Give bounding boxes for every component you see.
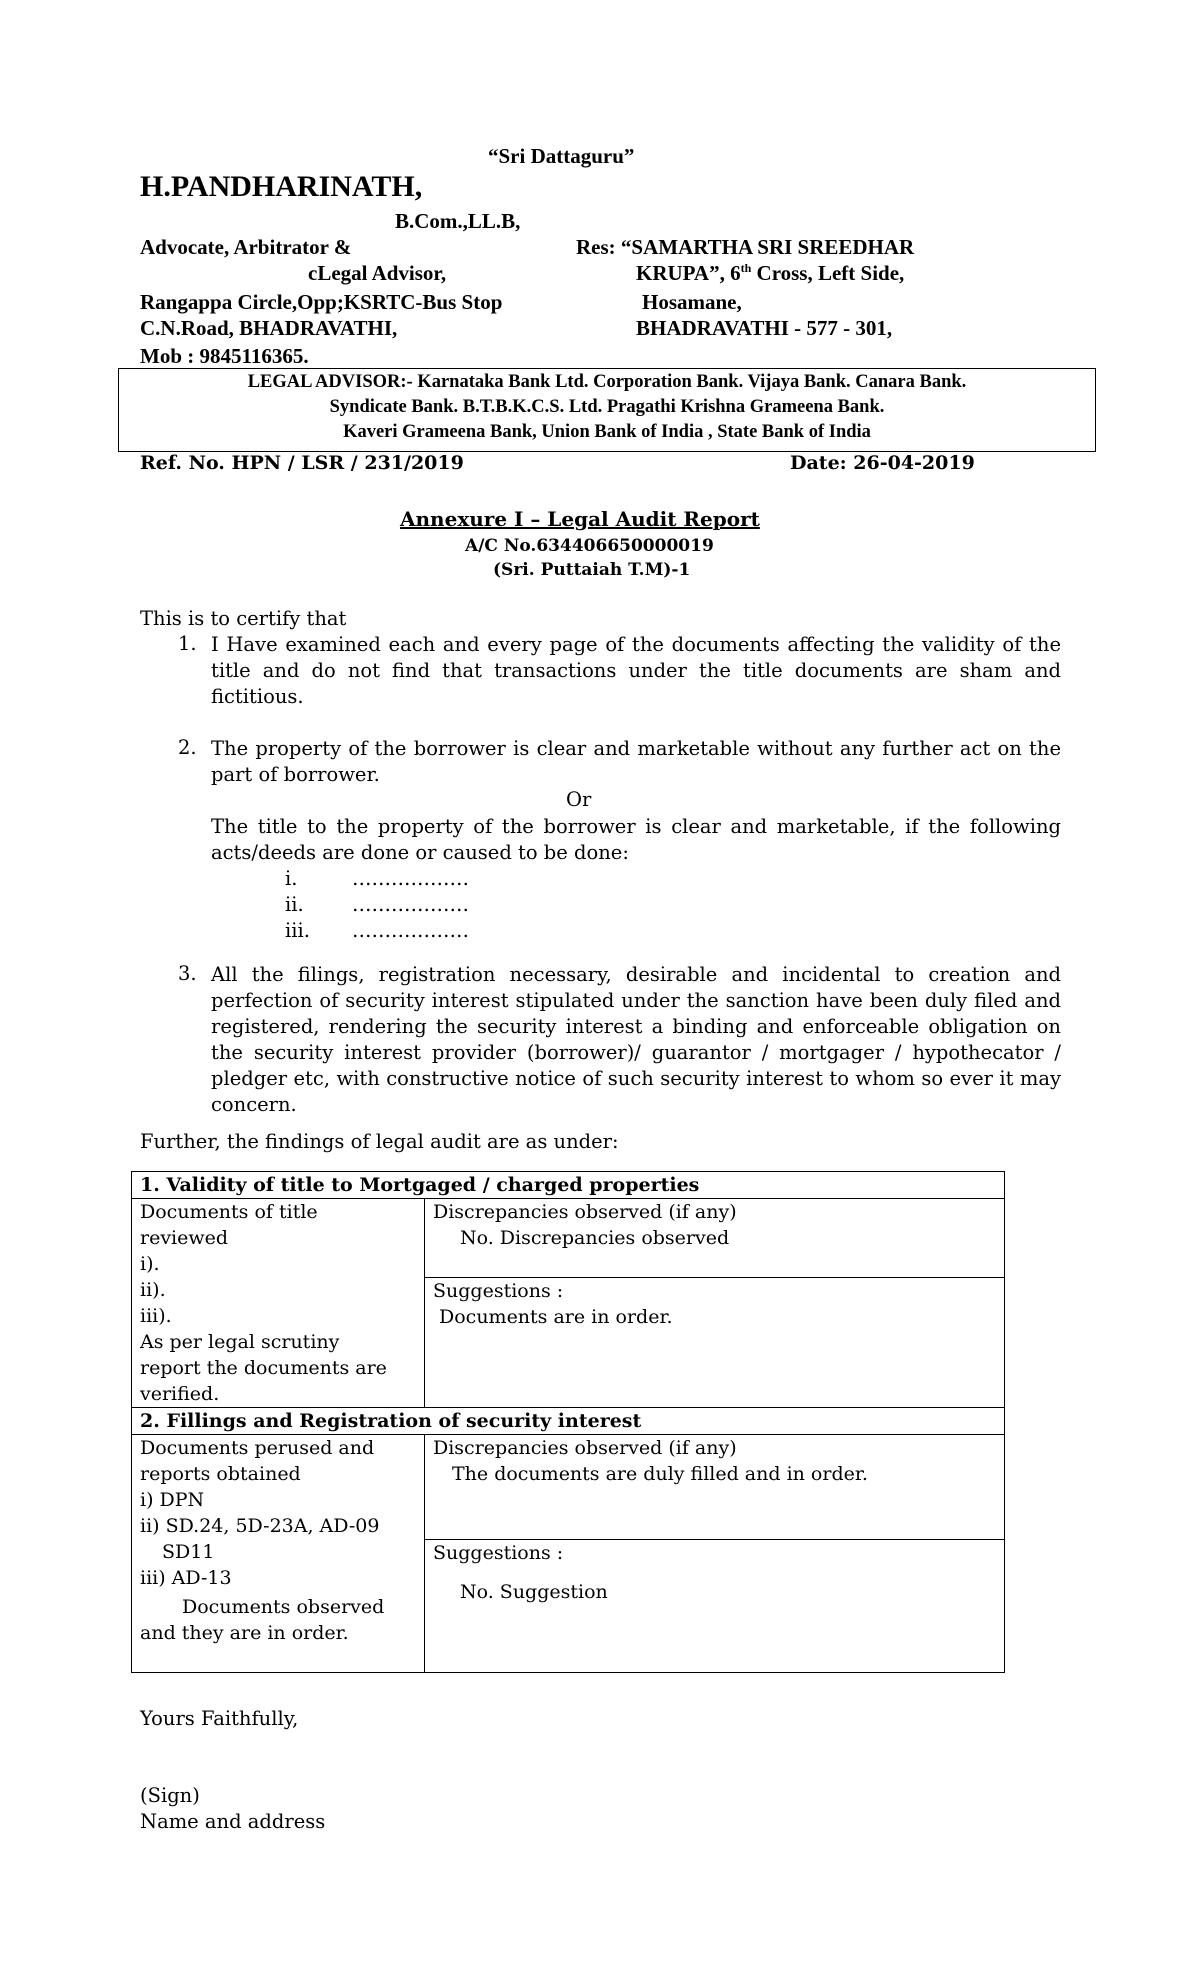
sign-placeholder: (Sign) bbox=[140, 1784, 200, 1807]
discrepancies-value: The documents are duly filled and in order. bbox=[452, 1463, 868, 1485]
discrepancies-value: No. Discrepancies observed bbox=[460, 1227, 730, 1249]
degree: B.Com.,LL.B, bbox=[395, 209, 521, 233]
residence-line-2: KRUPA”, 6th Cross, Left Side, bbox=[636, 261, 905, 285]
office-line-4: C.N.Road, BHADRAVATHI, bbox=[140, 316, 398, 340]
blank-line bbox=[140, 1646, 416, 1672]
table-row bbox=[132, 1435, 1005, 1540]
item-1-text: I Have examined each and every page of the documents affecting the validity of the title and do not find that transactions under the title documents are sham and fictitious. bbox=[211, 633, 1061, 708]
suggestions-value: Documents are in order. bbox=[439, 1306, 673, 1328]
section-2-observed-line: and they are in order. bbox=[140, 1622, 349, 1644]
discrepancies-label: Discrepancies observed (if any) bbox=[433, 1437, 737, 1459]
section-1-suggestions-cell bbox=[425, 1278, 1005, 1408]
section-2-heading: 2. Fillings and Registration of security interest bbox=[132, 1408, 1005, 1435]
certify-intro: This is to certify that bbox=[140, 607, 347, 630]
section-2-doc-line: Documents perused and bbox=[140, 1437, 375, 1459]
legal-advisor-line-2: Syndicate Bank. B.T.B.K.C.S. Ltd. Pragathi Krishna Grameena Bank. bbox=[329, 397, 885, 417]
legal-audit-table bbox=[131, 1171, 1005, 1673]
borrower-name: (Sri. Puttaiah T.M)-1 bbox=[493, 560, 691, 580]
residence-line-4: BHADRAVATHI - 577 - 301, bbox=[636, 316, 893, 340]
further-findings: Further, the findings of legal audit are as under: bbox=[140, 1130, 619, 1153]
office-line-2: cLegal Advisor, bbox=[308, 261, 447, 285]
table-row bbox=[132, 1172, 1005, 1199]
sub-item-label: i. bbox=[285, 867, 298, 890]
section-1-discrepancies-cell bbox=[425, 1199, 1005, 1278]
section-2-suggestions-cell bbox=[425, 1540, 1005, 1673]
legal-advisor-line-3: Kaveri Grameena Bank, Union Bank of India , State Bank of India bbox=[343, 422, 871, 442]
residence-line-1: Res: “SAMARTHA SRI SREEDHAR bbox=[576, 235, 915, 259]
advocate-name: H.PANDHARINATH, bbox=[140, 170, 423, 203]
sub-item-dots: ……………… bbox=[352, 919, 469, 942]
residence-line-3: Hosamane, bbox=[642, 290, 742, 314]
legal-advisor-box bbox=[118, 368, 1096, 452]
suggestions-value: No. Suggestion bbox=[460, 1581, 608, 1603]
or-text: Or bbox=[566, 788, 592, 811]
item-1-number: 1. bbox=[178, 632, 197, 655]
section-2-documents-cell bbox=[132, 1435, 425, 1673]
section-2-doc-line: i) DPN bbox=[140, 1489, 205, 1511]
item-3-text: All the filings, registration necessary, desirable and incidental to creation and perfection of security interest stipulated under the sanction have been duly filed and registered, rendering the security interest a binding and enforceable obligation on the security interest provider (borrower)/ guarantor / mortgager / hypothecator / pledger etc, with constructive notice of such security interest to whom so ever it may concern. bbox=[211, 963, 1061, 1116]
section-2-observed-line: Documents observed bbox=[182, 1596, 385, 1618]
item-3-number: 3. bbox=[178, 962, 197, 985]
closing: Yours Faithfully, bbox=[140, 1707, 299, 1730]
sub-item-dots: ……………… bbox=[352, 893, 469, 916]
section-1-doc-line: iii). bbox=[140, 1305, 172, 1327]
office-line-1: Advocate, Arbitrator & bbox=[140, 235, 352, 259]
mobile-number: Mob : 9845116365. bbox=[140, 344, 309, 368]
section-1-scrutiny-line: verified. bbox=[140, 1383, 220, 1405]
section-2-doc-line: iii) AD-13 bbox=[140, 1567, 232, 1589]
section-2-doc-line: reports obtained bbox=[140, 1463, 301, 1485]
item-2-number: 2. bbox=[178, 736, 197, 759]
section-1-doc-line: i). bbox=[140, 1253, 160, 1275]
letter-date: Date: 26-04-2019 bbox=[790, 452, 975, 474]
section-1-documents-cell bbox=[132, 1199, 425, 1408]
discrepancies-label: Discrepancies observed (if any) bbox=[433, 1201, 737, 1223]
table-row bbox=[132, 1408, 1005, 1435]
sub-item-label: ii. bbox=[285, 893, 304, 916]
section-1-documents-first: Documents of title bbox=[140, 1201, 318, 1223]
alternative-text: The title to the property of the borrower is clear and marketable, if the following acts/deeds are done or caused to be done: bbox=[211, 815, 1061, 864]
name-address-placeholder: Name and address bbox=[140, 1810, 326, 1833]
office-line-3: Rangappa Circle,Opp;KSRTC-Bus Stop bbox=[140, 290, 503, 314]
sub-item-dots: ……………… bbox=[352, 867, 469, 890]
section-1-scrutiny-line: As per legal scrutiny bbox=[140, 1331, 340, 1353]
section-2-doc-line: ii) SD.24, 5D-23A, AD-09 bbox=[140, 1515, 380, 1537]
suggestions-label: Suggestions : bbox=[433, 1542, 564, 1564]
section-1-heading: 1. Validity of title to Mortgaged / charged properties bbox=[132, 1172, 1005, 1199]
sub-item-label: iii. bbox=[285, 919, 310, 942]
account-number: A/C No.634406650000019 bbox=[465, 536, 714, 556]
item-2-text: The property of the borrower is clear and marketable without any further act on the part of borrower. bbox=[211, 737, 1061, 786]
section-1-scrutiny-line: report the documents are bbox=[140, 1357, 387, 1379]
section-2-discrepancies-cell bbox=[425, 1435, 1005, 1540]
legal-advisor-line-1: LEGAL ADVISOR:- Karnataka Bank Ltd. Corporation Bank. Vijaya Bank. Canara Bank. bbox=[247, 372, 967, 392]
reference-number: Ref. No. HPN / LSR / 231/2019 bbox=[140, 452, 464, 474]
motto: “Sri Dattaguru” bbox=[488, 144, 635, 168]
section-1-doc-line: ii). bbox=[140, 1279, 166, 1301]
report-title: Annexure I – Legal Audit Report bbox=[400, 507, 760, 531]
table-row bbox=[132, 1199, 1005, 1278]
section-2-doc-line: SD11 bbox=[162, 1541, 215, 1563]
section-1-doc-line: reviewed bbox=[140, 1227, 229, 1249]
suggestions-label: Suggestions : bbox=[433, 1280, 564, 1302]
